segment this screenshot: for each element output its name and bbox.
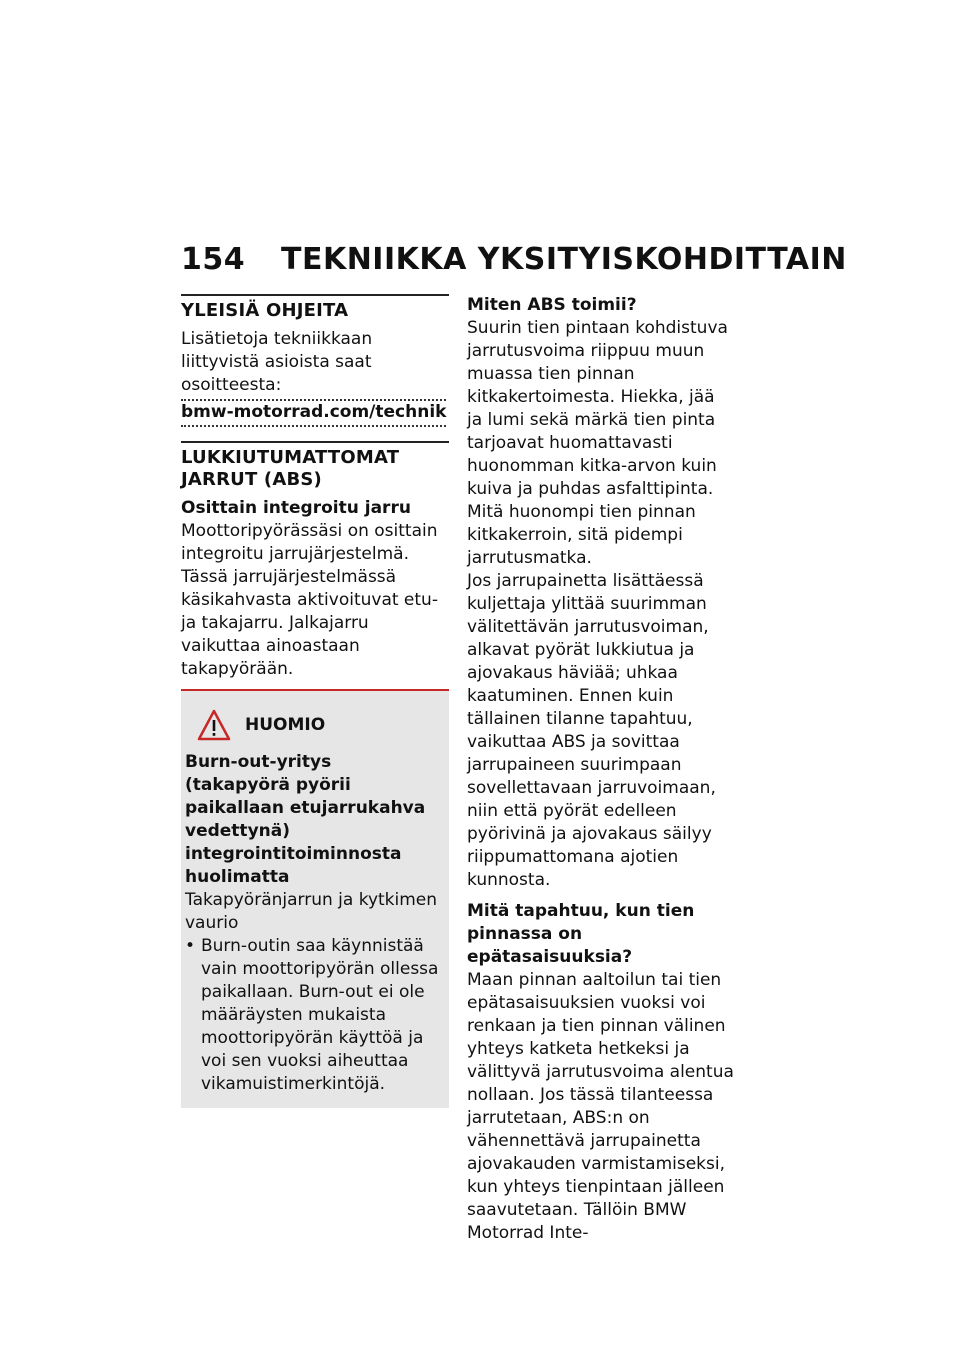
notice-box (181, 691, 449, 1108)
page-header (181, 242, 847, 277)
section-divider (181, 441, 449, 443)
notice-bold-text: Burn-out-yritys (takapyörä pyörii paikallaan etujarrukahva vedettynä) integrointitoiminnosta huolimatta (185, 752, 426, 887)
list-item: • Burn-outin saa käynnistää vain moottoripyörän ollessa paikallaan. Burn-out ei ole määräysten mukaista moottoripyörän käyttöä ja voi sen vuoksi aiheuttaa vikamuistimerkintöjä. (185, 935, 441, 1096)
how-text-2: Jos jarrupainetta lisättäessä kuljettaja ylittää suurimman välitettävän jarrutusvoiman, alkavat pyörät lukkiutua ja ajovakaus häviää; uhkaa kaatuminen. Ennen kuin tällainen tilanne tapahtuu, vaikuttaa ABS ja sovittaa jarrupaineen suurimpaan sovellettavaan jarruvoimaan, niin että pyörät edelleen pyörivinä ja ajovakaus säilyy riippumattomana ajotien kunnosta. (467, 571, 716, 890)
uneven-text: Maan pinnan aaltoilun tai tien epätasaisuuksien vuoksi voi renkaan ja tien pinnan välinen yhteys katketa hetkeksi ja välittyvä jarrutusvoima alentua nollaan. Jos tässä tilanteessa jarrutetaan, ABS:n on vähennettävä jarrupainetta ajovakauden varmistamiseksi, kun yhteys tienpintaan jälleen saavutetaan. Tällöin BMW Motorrad Inte- (467, 970, 734, 1243)
notice-list (185, 935, 441, 1096)
right-column (467, 294, 735, 1253)
abs-heading: LUKKIUTUMATTOMAT JARRUT (ABS) (181, 447, 400, 490)
general-text: Lisätietoja tekniikkaan liittyvistä asioista saat osoitteesta: (181, 329, 373, 395)
uneven-heading: Mitä tapahtuu, kun tien pinnassa on epätasaisuuksia? (467, 901, 695, 967)
technik-link[interactable]: bmw-motorrad.com/technik (181, 399, 446, 427)
warning-triangle-icon (197, 709, 231, 741)
section-divider (181, 294, 449, 296)
left-column (181, 294, 449, 1108)
abs-subheading: Osittain integroitu jarru (181, 498, 411, 518)
notice-consequence: Takapyöränjarrun ja kytkimen vaurio (185, 890, 438, 933)
notice-title: HUOMIO (245, 715, 326, 735)
how-text-1: Suurin tien pintaan kohdistuva jarrutusvoima riippuu muun muassa tien pinnan kitkakertoimesta. Hiekka, jää ja lumi sekä märkä tien pinta tarjoavat huomattavasti huonomman kitka-arvon kuin kuiva ja puhdas asfalttipinta. Mitä huonompi tien pinnan kitkakerroin, sitä pidempi jarrutusmatka. (467, 318, 728, 568)
general-heading: YLEISIÄ OHJEITA (181, 300, 349, 321)
notice-header (197, 709, 441, 741)
page-number: 154 (181, 242, 246, 277)
chapter-title: TEKNIIKKA YKSITYISKOHDITTAIN (281, 242, 847, 277)
abs-text: Moottoripyörässäsi on osittain integroitu jarrujärjestelmä. Tässä jarrujärjestelmässä käsikahvasta aktivoituvat etu- ja takajarru. Jalkajarru vaikuttaa ainoastaan takapyörään. (181, 521, 438, 679)
how-heading: Miten ABS toimii? (467, 295, 637, 315)
